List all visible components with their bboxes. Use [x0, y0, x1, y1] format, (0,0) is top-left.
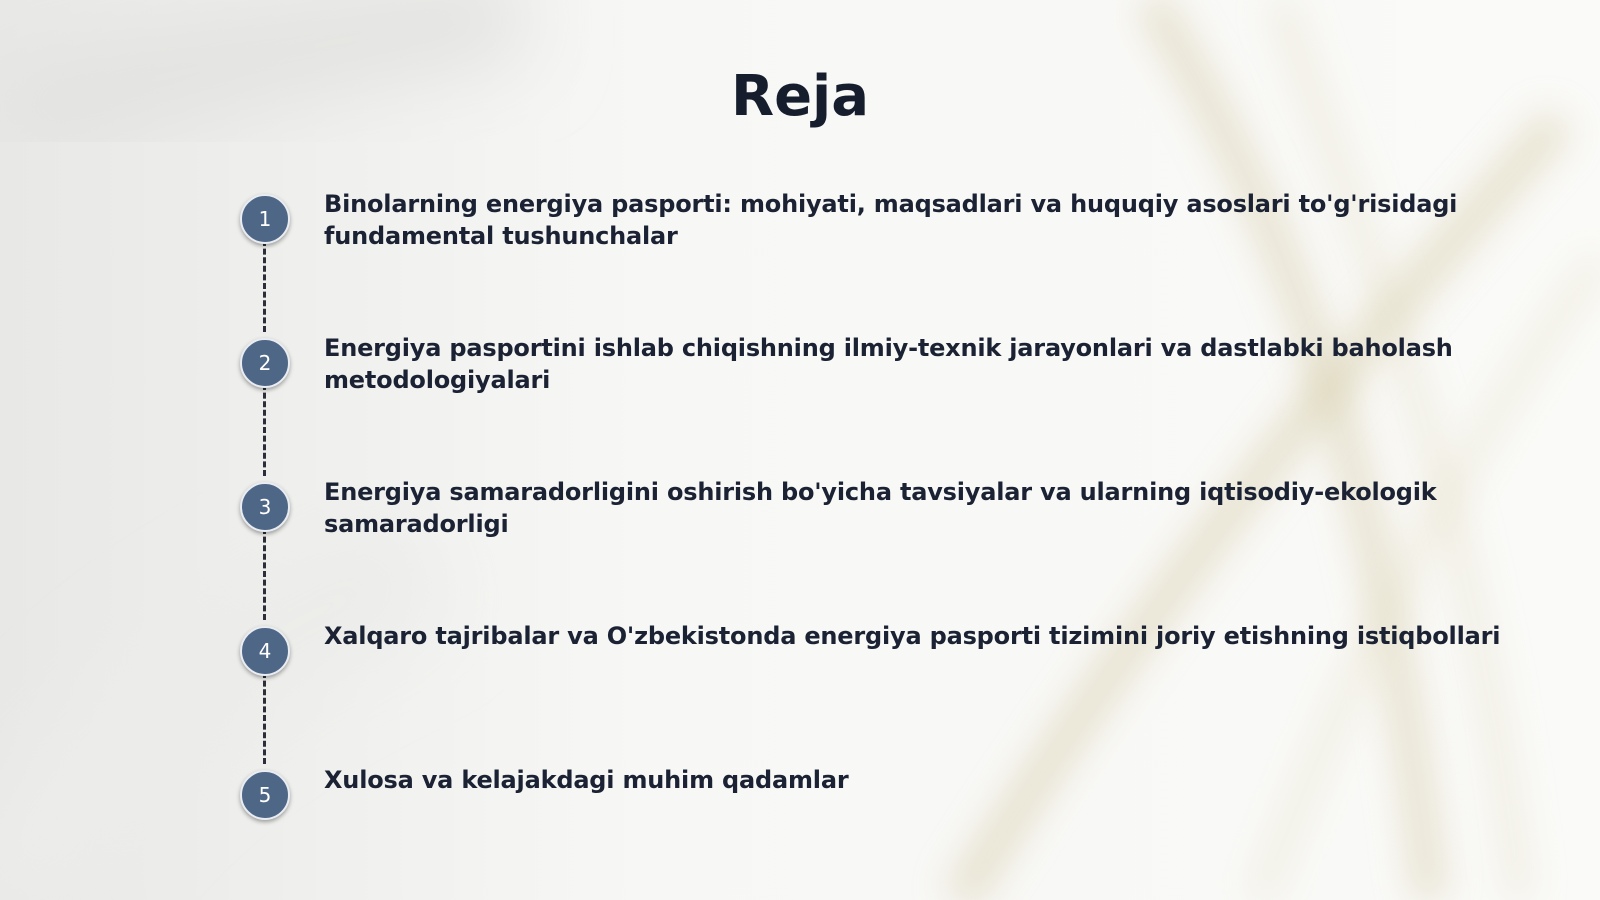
plan-item-1 — [240, 190, 1540, 254]
plan-item-text: Energiya samaradorligini oshirish bo'yicha tavsiyalar va ularning iqtisodiy-ekologik samaradorligi — [324, 478, 1437, 538]
step-number-badge: 4 — [240, 626, 290, 676]
plan-item-4 — [240, 622, 1540, 686]
step-number-badge: 5 — [240, 770, 290, 820]
plan-item-text: Energiya pasportini ishlab chiqishning ilmiy-texnik jarayonlari va dastlabki baholash metodologiyalari — [324, 334, 1453, 394]
plan-item-2 — [240, 334, 1540, 398]
plan-item-text: Binolarning energiya pasporti: mohiyati, maqsadlari va huquqiy asoslari to'g'risidagi fundamental tushunchalar — [324, 190, 1458, 250]
step-number-badge: 1 — [240, 194, 290, 244]
plan-item-5 — [240, 766, 1540, 830]
page-title: Reja — [730, 64, 870, 129]
plan-item-text: Xalqaro tajribalar va O'zbekistonda energiya pasporti tizimini joriy etishning istiqbollari — [324, 622, 1501, 650]
plan-item-3 — [240, 478, 1540, 542]
step-number-badge: 3 — [240, 482, 290, 532]
step-number-badge: 2 — [240, 338, 290, 388]
plan-item-text: Xulosa va kelajakdagi muhim qadamlar — [324, 766, 849, 794]
